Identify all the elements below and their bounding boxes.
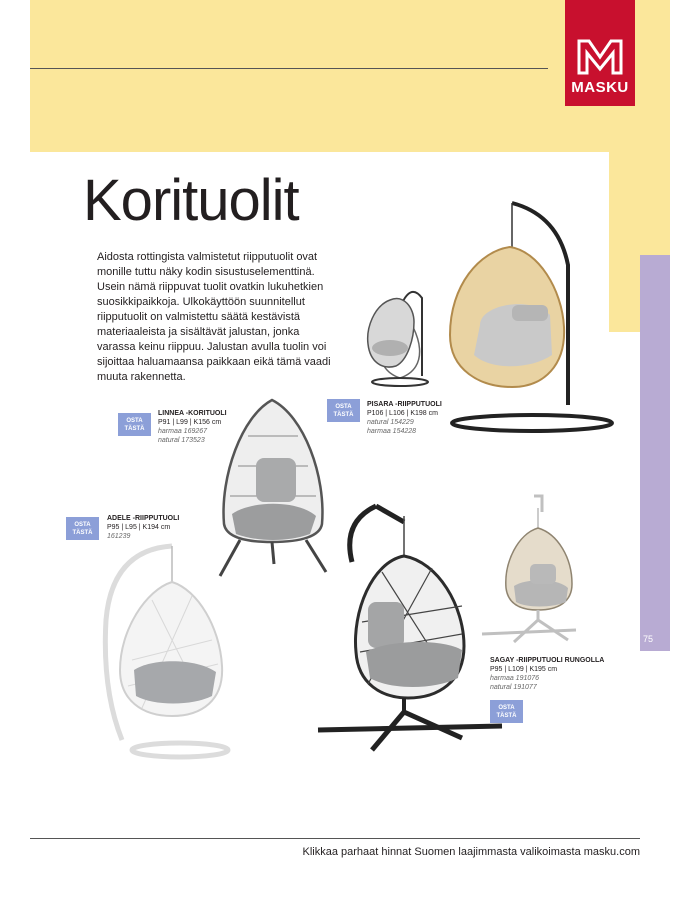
buy-button-sagay[interactable]: OSTA TÄSTÄ xyxy=(490,700,523,723)
product-code: natural 191077 xyxy=(490,684,537,691)
product-code: harmaa 191076 xyxy=(490,675,540,682)
product-code: 161239 xyxy=(107,533,131,540)
product-name: LINNEA -KORITUOLI xyxy=(158,410,227,417)
masku-logo[interactable] xyxy=(565,0,635,106)
purple-side-strip xyxy=(640,255,670,651)
product-dimensions: P95 | L95 | K194 cm xyxy=(107,524,171,531)
product-label-pisara xyxy=(367,400,442,436)
product-name: PISARA -RIIPPUTUOLI xyxy=(367,401,442,408)
product-dimensions: P91 | L99 | K156 cm xyxy=(158,419,222,426)
top-divider xyxy=(30,68,548,69)
product-label-adele xyxy=(107,514,179,541)
page-title: Korituolit xyxy=(83,168,299,233)
product-dimensions: P106 | L106 | K198 cm xyxy=(367,410,438,417)
product-dimensions: P95 | L109 | K195 cm xyxy=(490,666,558,673)
product-name: ADELE -RIIPPUTUOLI xyxy=(107,515,180,522)
buy-button-linnea[interactable]: OSTA TÄSTÄ xyxy=(118,413,151,436)
logo-m-icon xyxy=(575,35,625,75)
adele-chair-image xyxy=(92,540,232,772)
buy-button-adele[interactable]: OSTA TÄSTÄ xyxy=(66,517,99,540)
product-code: natural 154229 xyxy=(367,419,414,426)
product-code: harmaa 169267 xyxy=(158,428,208,435)
sagay-chair-image xyxy=(478,492,582,644)
product-label-sagay xyxy=(490,656,604,692)
product-code: harmaa 154228 xyxy=(367,428,417,435)
buy-button-pisara[interactable]: OSTA TÄSTÄ xyxy=(327,399,360,422)
pisara-small-chair-image xyxy=(360,278,440,388)
bottom-divider xyxy=(30,838,640,839)
logo-text: MASKU xyxy=(571,79,629,96)
product-name: SAGAY -RIIPPUTUOLI RUNGOLLA xyxy=(490,657,605,664)
intro-paragraph: Aidosta rottingista valmistetut riipputuolit ovat monille tuttu näky kodin sisustuselementtinä. Usein nämä riippuvat tuolit ovatkin lukuhetkien suosikkipaikkoja. Ulkokäyttöön suunnitellut riipputuolit on valmistettu säätä kestävistä materiaaleista ja sisältävät jalustan, jonka varassa keinu riippuu. Jalustan avulla tuolin voi sijoittaa haluamaansa paikkaan eikä tämä vaadi muuta rakennetta. xyxy=(97,251,331,383)
page-number: 75 xyxy=(643,634,654,644)
pisara-large-chair-image xyxy=(440,195,575,440)
footer-link-text[interactable]: Klikkaa parhaat hinnat Suomen laajimmasta valikoimasta masku.com xyxy=(302,846,640,858)
product-code: natural 173523 xyxy=(158,437,205,444)
